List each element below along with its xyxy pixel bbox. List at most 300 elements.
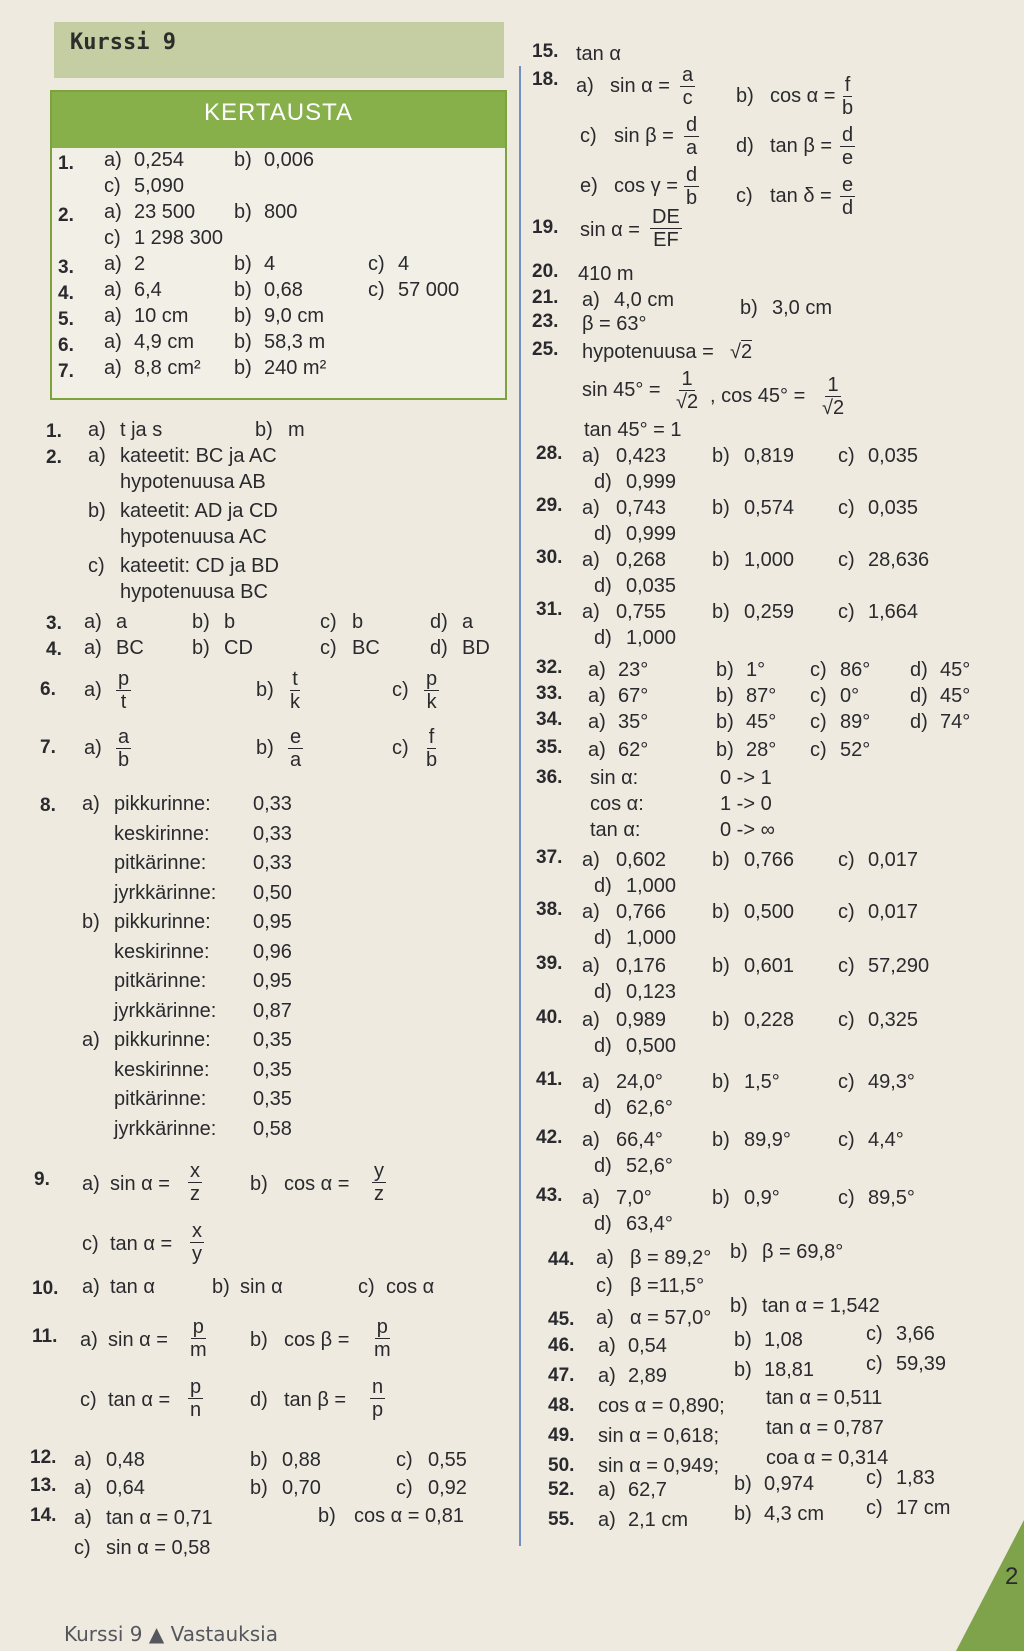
answer-text: 0,96 [253, 940, 292, 963]
answer-text: tan 45° = 1 [584, 419, 682, 441]
answer-text: 0,006 [264, 149, 315, 171]
answer-text: 1,664 [868, 601, 919, 623]
answer-text: 0,35 [253, 1058, 292, 1081]
answer-number: 21. [532, 287, 559, 308]
answer-text: 74° [940, 711, 971, 733]
answer-text: a) [82, 1276, 100, 1298]
numerator: d [686, 114, 698, 136]
answer-text: a) [582, 289, 600, 311]
numerator: p [192, 1316, 204, 1338]
answer-text: b) [234, 279, 252, 301]
answer-text: cos α: [590, 793, 644, 815]
answer-text: c) [736, 185, 753, 207]
answer-text: 67° [618, 685, 649, 707]
answer-text: d) [910, 685, 928, 707]
denominator: y [192, 1243, 202, 1265]
answer-text: b [224, 611, 236, 633]
answer-text: 45° [940, 659, 971, 681]
answer-text: 17 cm [896, 1497, 951, 1519]
answer-text: 0,35 [253, 1029, 292, 1051]
denominator: a [686, 137, 698, 159]
answer-text: b) [716, 659, 734, 681]
answer-text: 23 500 [134, 201, 196, 223]
denominator: a [290, 749, 302, 771]
answer-text: sin α: [590, 767, 639, 789]
denominator: b [686, 187, 698, 209]
answer-text: 1,000 [744, 549, 795, 571]
answer-text: c) [838, 901, 855, 923]
answer-text: a) [582, 497, 600, 519]
answer-text: b) [256, 737, 274, 759]
answer-text: c) [596, 1275, 613, 1297]
answer-number: 47. [548, 1365, 575, 1386]
answer-number: 50. [548, 1455, 575, 1476]
answer-text: m [288, 419, 305, 441]
answer-text: 1,000 [626, 875, 677, 897]
answer-text: b) [192, 637, 210, 659]
denominator: k [290, 691, 300, 713]
answer-text: a) [582, 901, 600, 923]
answer-number: 30. [536, 547, 563, 568]
fraction [820, 374, 846, 419]
answer-text: a) [588, 659, 606, 681]
answer-text: β =11,5° [630, 1275, 705, 1297]
answer-text: coa α = 0,314 [766, 1447, 889, 1469]
answer-text: pikkurinne: [114, 911, 211, 933]
answer-text: 0,017 [868, 849, 919, 871]
answer-number: 25. [532, 339, 559, 360]
answer-text: b) [318, 1505, 336, 1527]
numerator: d [842, 124, 854, 146]
course-title: Kurssi 9 [54, 22, 504, 78]
answer-text: 0,325 [868, 1009, 919, 1031]
fraction [188, 1376, 203, 1421]
numerator: e [290, 726, 302, 748]
answer-text: t ja s [120, 419, 163, 441]
answer-text: 0,766 [616, 901, 667, 923]
fraction [188, 1160, 202, 1205]
answer-text: 1,5° [744, 1071, 780, 1093]
answer-text: a) [80, 1329, 98, 1351]
answer-text: a) [582, 1071, 600, 1093]
answer-text: CD [224, 637, 253, 659]
fraction [424, 726, 439, 771]
answer-text: b) [740, 297, 758, 319]
answer-text: e) [580, 175, 598, 197]
answer-text: b) [82, 911, 100, 933]
answer-text: a) [74, 1477, 92, 1499]
answer-text: 0 -> ∞ [720, 819, 775, 841]
answer-text: c) [82, 1233, 99, 1255]
answer-text: cos α = [284, 1173, 350, 1195]
answer-text: 89,9° [744, 1129, 791, 1151]
answer-text: a) [588, 739, 606, 761]
answer-number: 2. [58, 205, 74, 226]
answer-text: tan α = 0,71 [106, 1507, 213, 1529]
fraction [370, 1376, 385, 1421]
fraction [840, 124, 855, 169]
answer-text: pitkärinne: [114, 852, 207, 874]
denominator: b [118, 749, 130, 771]
answer-text: a) [104, 357, 122, 379]
answer-text: a) [598, 1509, 616, 1531]
answer-text: kateetit: AD ja CD [120, 500, 278, 522]
answer-text: a) [598, 1479, 616, 1501]
answer-number: 3. [46, 613, 62, 634]
answer-text: a) [88, 419, 106, 441]
answer-text: c) [866, 1467, 883, 1489]
answer-text: b) [250, 1329, 268, 1351]
answer-text: b) [234, 305, 252, 327]
answer-text: b) [234, 331, 252, 353]
denominator: p [372, 1399, 384, 1421]
answer-text: b) [712, 1071, 730, 1093]
answer-text: a) [84, 679, 102, 701]
review-title: KERTAUSTA [52, 92, 505, 148]
numerator: 1 [681, 368, 693, 390]
answer-number: 9. [34, 1169, 50, 1190]
numerator: p [376, 1316, 388, 1338]
answer-number: 49. [548, 1425, 575, 1446]
answer-number: 8. [40, 795, 56, 816]
denominator: m [190, 1339, 207, 1361]
answer-text: 18,81 [764, 1359, 815, 1381]
answer-text: 0,989 [616, 1009, 667, 1031]
answer-text: a [116, 611, 128, 633]
answer-text: 3,66 [896, 1323, 935, 1345]
answer-text: cos α = 0,81 [354, 1505, 464, 1527]
answer-text: 0,95 [253, 911, 292, 933]
answer-text: 0,601 [744, 955, 795, 977]
answer-text: 0,500 [626, 1035, 677, 1057]
fraction [116, 726, 131, 771]
answer-text: tan α: [590, 819, 641, 841]
denominator: n [190, 1399, 202, 1421]
answer-text: 0,268 [616, 549, 667, 571]
answer-text: 28,636 [868, 549, 930, 571]
answer-number: 28. [536, 443, 563, 464]
answer-text: pikkurinne: [114, 1029, 211, 1051]
answer-number: 52. [548, 1479, 575, 1500]
column-divider [519, 66, 521, 1546]
answer-number: 37. [536, 847, 563, 868]
answer-text: 1° [746, 659, 766, 681]
answer-text: a) [104, 201, 122, 223]
answer-text: b) [712, 497, 730, 519]
answer-text: 0,50 [253, 881, 292, 904]
answer-text: cos γ = [614, 175, 678, 197]
answer-text: 4,0 cm [614, 289, 675, 311]
answer-text: c) [320, 611, 337, 633]
answer-text: b) [250, 1173, 268, 1195]
answer-text: cos α [386, 1276, 435, 1298]
denominator: b [842, 97, 854, 119]
answer-text: 0,55 [428, 1449, 467, 1471]
fraction [372, 1316, 393, 1361]
answer-text: kateetit: BC ja AC [120, 445, 277, 467]
answer-number: 40. [536, 1007, 563, 1028]
numerator: d [686, 164, 698, 186]
answer-number: 39. [536, 953, 563, 974]
answer-text: a) [582, 1009, 600, 1031]
answer-text: kateetit: CD ja BD [120, 555, 279, 577]
answer-text: c) [392, 679, 409, 701]
answer-text: 35° [618, 711, 649, 733]
answer-text: 0,68 [264, 279, 303, 301]
radical-sign: √ [730, 341, 741, 363]
answer-number: 33. [536, 683, 563, 704]
answer-text: hypotenuusa = [582, 341, 714, 363]
answer-text: a [462, 611, 474, 633]
answer-text: 1,83 [896, 1467, 935, 1489]
answer-text: 58,3 m [264, 331, 326, 353]
answer-text: sin α = 0,58 [106, 1537, 211, 1559]
answer-text: tan α [110, 1276, 155, 1298]
answer-text: c) [810, 685, 827, 707]
answer-text: b) [730, 1295, 748, 1317]
answer-number: 43. [536, 1185, 563, 1206]
answer-text: b) [712, 549, 730, 571]
answer-text: b) [734, 1473, 752, 1495]
fraction [188, 1316, 209, 1361]
answer-text: 0,766 [744, 849, 795, 871]
answer-text: c) [838, 497, 855, 519]
answer-number: 2. [46, 447, 62, 468]
fraction [424, 668, 439, 713]
answer-text: 49,3° [868, 1071, 915, 1093]
answer-text: b) [712, 1009, 730, 1031]
answer-text: c) [838, 955, 855, 977]
denominator: d [842, 197, 854, 219]
answer-text: 8,8 cm² [134, 357, 201, 379]
numerator: e [842, 174, 854, 196]
answer-text: 62° [618, 739, 649, 761]
answer-text: 6,4 [134, 279, 162, 301]
answer-text: a) [104, 305, 122, 327]
answer-text: d) [594, 875, 612, 897]
answer-text: 0,743 [616, 497, 667, 519]
answer-number: 44. [548, 1249, 575, 1270]
answer-number: 38. [536, 899, 563, 920]
answer-text: 0,602 [616, 849, 667, 871]
answer-text: b) [234, 253, 252, 275]
answer-text: 240 m² [264, 357, 327, 379]
answer-text: 0,259 [744, 601, 795, 623]
answer-text: b) [712, 445, 730, 467]
answer-text: a) [576, 75, 594, 97]
answer-text: c) [866, 1353, 883, 1375]
answer-number: 31. [536, 599, 563, 620]
answer-text: 0,035 [868, 445, 919, 467]
answer-number: 45. [548, 1309, 575, 1330]
answer-text: BC [352, 637, 380, 659]
answer-text: a) [598, 1365, 616, 1387]
answer-text: a) [104, 331, 122, 353]
answer-number: 55. [548, 1509, 575, 1530]
answer-text: 0,54 [628, 1335, 667, 1357]
answer-text: d) [250, 1389, 268, 1411]
answer-text: d) [594, 471, 612, 493]
answer-text: tan α = 0,787 [766, 1417, 884, 1439]
answer-text: a) [104, 279, 122, 301]
answer-text: b) [234, 357, 252, 379]
answer-text: 0,574 [744, 497, 795, 519]
answer-text: tan α = 0,511 [766, 1387, 883, 1409]
answer-text: c) [368, 253, 385, 275]
answer-text: 0,48 [106, 1449, 145, 1471]
denominator: k [426, 691, 437, 713]
answer-text: 410 m [578, 263, 634, 285]
answer-text: d) [594, 1155, 612, 1177]
answer-text: d) [594, 575, 612, 597]
answer-text: keskirinne: [114, 822, 210, 845]
answer-text: b) [712, 901, 730, 923]
answer-text: hypotenuusa AC [120, 526, 267, 548]
answer-number: 3. [58, 257, 74, 278]
radicand: 2 [740, 341, 753, 363]
answer-text: keskirinne: [114, 1058, 210, 1081]
denominator: z [190, 1183, 200, 1205]
page-footer: Kurssi 9 ▲ Vastauksia [64, 1622, 278, 1646]
denominator: EF [653, 229, 679, 251]
answer-number: 10. [32, 1278, 59, 1299]
answer-text: a) [596, 1307, 614, 1329]
answer-text: hypotenuusa BC [120, 581, 268, 603]
answer-text: 0° [840, 685, 860, 707]
answer-text: 0,035 [626, 575, 677, 597]
numerator: a [118, 726, 130, 748]
answer-number: 6. [40, 679, 56, 700]
answer-text: 45° [940, 685, 971, 707]
answer-text: 4,3 cm [764, 1503, 825, 1525]
answer-text: 1 -> 0 [720, 793, 772, 815]
answer-text: sin α = 0,949; [598, 1455, 720, 1477]
answer-number: 1. [58, 153, 74, 174]
answer-text: 0,755 [616, 601, 667, 623]
answer-number: 48. [548, 1395, 575, 1416]
answer-text: 10 cm [134, 305, 189, 327]
answer-text: 57 000 [398, 279, 460, 301]
answer-text: c) [80, 1389, 97, 1411]
square-root [730, 340, 752, 364]
answer-text: c) [396, 1477, 413, 1499]
answer-text: 4 [398, 253, 410, 275]
answer-text: 0,999 [626, 523, 677, 545]
answer-number: 34. [536, 709, 563, 730]
answer-text: b) [736, 85, 754, 107]
answer-number: 13. [30, 1475, 57, 1496]
numerator: a [682, 64, 694, 86]
answer-text: 2,89 [628, 1365, 667, 1387]
fraction [288, 668, 302, 713]
answer-number: 41. [536, 1069, 563, 1090]
answer-number: 14. [30, 1505, 57, 1526]
fraction [650, 206, 682, 251]
fraction [680, 64, 695, 109]
answer-text: b) [716, 739, 734, 761]
answer-text: 0,9° [744, 1187, 780, 1209]
answer-text: 0,33 [253, 793, 292, 815]
denominator: c [682, 87, 693, 109]
answer-text: 0,423 [616, 445, 667, 467]
answer-text: d) [594, 1097, 612, 1119]
answer-text: 0,123 [626, 981, 677, 1003]
answer-text: 0,035 [868, 497, 919, 519]
answer-text: 4 [264, 253, 276, 275]
answer-text: c) [838, 1071, 855, 1093]
answer-text: c) [810, 739, 827, 761]
answer-text: 0,95 [253, 970, 292, 992]
answer-text: sin β = [614, 125, 674, 147]
answer-text: 0,176 [616, 955, 667, 977]
answer-text: 0,500 [744, 901, 795, 923]
fraction [840, 74, 855, 119]
answer-text: c) [838, 601, 855, 623]
answer-text: tan α = 1,542 [762, 1295, 880, 1317]
answer-text: 0,254 [134, 149, 185, 171]
answer-text: 4,4° [868, 1129, 904, 1151]
answer-text: c) [368, 279, 385, 301]
answer-text: d) [430, 637, 448, 659]
answer-text: d) [594, 981, 612, 1003]
answer-text: b) [734, 1503, 752, 1525]
answer-text: 5,090 [134, 175, 185, 197]
answer-text: pitkärinne: [114, 970, 207, 992]
answer-text: a) [582, 601, 600, 623]
answer-text: c) [104, 175, 121, 197]
answer-text: , cos 45° = [710, 385, 806, 407]
fraction [116, 668, 131, 713]
answer-text: b) [192, 611, 210, 633]
answer-text: a) [596, 1247, 614, 1269]
answer-number: 5. [58, 309, 74, 330]
answer-text: c) [88, 555, 105, 577]
answer-text: hypotenuusa AB [120, 471, 266, 493]
denominator: b [426, 749, 438, 771]
answer-text: a) [74, 1449, 92, 1471]
fraction [684, 114, 699, 159]
answer-text: 7,0° [616, 1187, 652, 1209]
answer-text: a) [104, 149, 122, 171]
answer-text: d) [910, 711, 928, 733]
answer-text: β = 69,8° [762, 1241, 844, 1263]
answer-text: 0,228 [744, 1009, 795, 1031]
answer-text: d) [594, 1213, 612, 1235]
answer-text: c) [392, 737, 409, 759]
answer-text: 23° [618, 659, 649, 681]
answer-text: c) [838, 1187, 855, 1209]
numerator: 1 [827, 374, 839, 396]
answer-text: c) [838, 1009, 855, 1031]
answer-text: b) [250, 1449, 268, 1471]
answer-text: 57,290 [868, 955, 930, 977]
answer-text: cos α = 0,890; [598, 1395, 725, 1417]
answer-text: 1,08 [764, 1329, 803, 1351]
answer-text: a) [598, 1335, 616, 1357]
answer-text: c) [838, 1129, 855, 1151]
fraction [840, 174, 855, 219]
answer-text: 4,9 cm [134, 331, 195, 353]
answer-text: 800 [264, 201, 298, 223]
answer-text: c) [580, 125, 597, 147]
answer-text: jyrkkärinne: [114, 1117, 217, 1140]
answer-text: BC [116, 637, 144, 659]
answer-text: c) [838, 849, 855, 871]
answer-text: b) [250, 1477, 268, 1499]
answer-number: 7. [58, 361, 74, 382]
answer-text: a) [582, 445, 600, 467]
answer-text: b) [712, 601, 730, 623]
